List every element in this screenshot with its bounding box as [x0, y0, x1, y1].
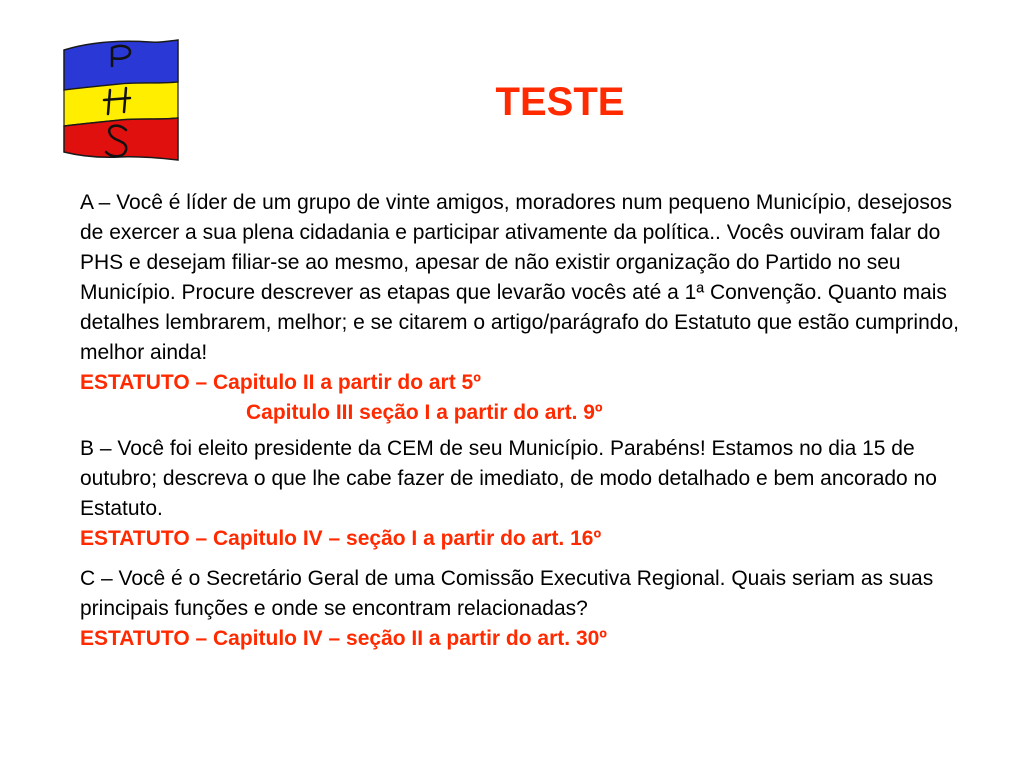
section-c-ref-1: ESTATUTO – Capitulo IV – seção II a partir do art. 30º	[80, 627, 607, 650]
section-a-ref-2: Capitulo III seção I a partir do art. 9º	[246, 401, 603, 424]
slide-title: TESTE	[495, 80, 625, 124]
spacer	[80, 554, 980, 564]
phs-flag-logo	[60, 38, 182, 162]
slide-body	[80, 188, 980, 654]
section-c-text: C – Você é o Secretário Geral de uma Comissão Executiva Regional. Quais seriam as suas principais funções e onde se encontram relacionadas?	[80, 567, 934, 620]
section-b	[80, 434, 980, 554]
section-b-ref-1: ESTATUTO – Capitulo IV – seção I a partir do art. 16º	[80, 527, 602, 550]
section-a	[80, 188, 980, 428]
flag-red-band	[64, 118, 178, 160]
section-a-text: A – Você é líder de um grupo de vinte amigos, moradores num pequeno Município, desejosos de exercer a sua plena cidadania e participar ativamente da política.. Vocês ouviram falar do PHS e desejam filiar-se ao mesmo, apesar de não existir organização do Partido no seu Município. Procure descrever as etapas que levarão vocês até a 1ª Convenção. Quanto mais detalhes lembrarem, melhor; e se citarem o artigo/parágrafo do Estatuto que estão cumprindo, melhor ainda!	[80, 191, 959, 364]
section-c	[80, 564, 980, 654]
section-b-text: B – Você foi eleito presidente da CEM de seu Município. Parabéns! Estamos no dia 15 de outubro; descreva o que lhe cabe fazer de imediato, de modo detalhado e bem ancorado no Estatuto.	[80, 437, 937, 520]
section-a-ref-1: ESTATUTO – Capitulo II a partir do art 5º	[80, 371, 481, 394]
